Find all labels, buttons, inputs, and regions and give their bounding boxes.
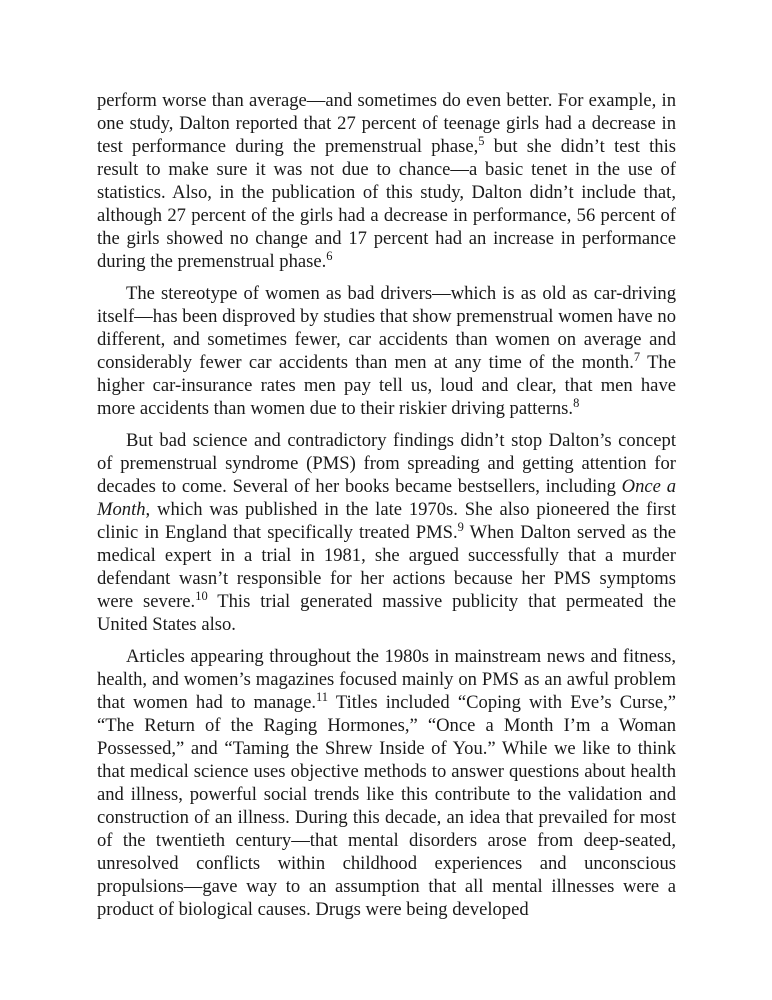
text-run: perform worse than average—and sometimes do even better. For example, in one study, Dalton reported that 27 percent of teenage girls had a decrease in test performance during the premenstrual phase, bbox=[97, 90, 676, 157]
footnote-marker: 8 bbox=[573, 396, 580, 410]
footnote-marker: 6 bbox=[326, 249, 333, 263]
footnote-marker: 10 bbox=[195, 589, 208, 603]
text-run: , which was published in the late 1970s. She also pioneered the first clinic in England that specifically treated PMS. bbox=[97, 499, 676, 543]
italic-book-title: Once a Month bbox=[97, 476, 676, 520]
text-run: Articles appearing throughout the 1980s in mainstream news and fitness, health, and women’s magazines focused mainly on PMS as an awful problem that women had to manage. bbox=[97, 646, 676, 713]
paragraph bbox=[97, 645, 676, 921]
text-run: but she didn’t test this result to make sure it was not due to chance—a basic tenet in the use of statistics. Also, in the publication of this study, Dalton didn’t include that, although 27 percent of the girls had a decrease in performance, 56 percent of the girls showed no change and 17 percent had an increase in performance during the premenstrual phase. bbox=[97, 136, 676, 272]
text-run: This trial generated massive publicity that permeated the United States also. bbox=[97, 591, 677, 635]
text-run: Titles included “Coping with Eve’s Curse,” “The Return of the Raging Hormones,” “Once a Month I’m a Woman Possessed,” and “Taming the Shrew Inside of You.” While we like to think that medical science uses objective methods to answer questions about health and illness, powerful social trends like this contribute to the validation and construction of an illness. During this decade, an idea that prevailed for most of the twentieth century—that mental disorders arose from deep-seated, unresolved conflicts within childhood experiences and unconscious propulsions—gave way to an assumption that all mental illnesses were a product of biological causes. Drugs were being developed bbox=[97, 692, 676, 920]
footnote-marker: 11 bbox=[316, 690, 329, 704]
text-run: When Dalton served as the medical expert in a trial in 1981, she argued successfully that a murder defendant wasn’t responsible for her actions because her PMS symptoms were severe. bbox=[97, 522, 677, 612]
text-run: The higher car-insurance rates men pay tell us, loud and clear, that men have more accidents than women due to their riskier driving patterns. bbox=[97, 352, 676, 419]
text-run: But bad science and contradictory findings didn’t stop Dalton’s concept of premenstrual syndrome (PMS) from spreading and getting attention for decades to come. Several of her books became bestsellers, including bbox=[97, 430, 676, 497]
paragraph bbox=[97, 89, 676, 273]
footnote-marker: 5 bbox=[478, 134, 485, 148]
body-text bbox=[97, 89, 676, 930]
paragraph bbox=[97, 282, 676, 420]
footnote-marker: 7 bbox=[633, 350, 641, 364]
text-run: The stereotype of women as bad drivers—which is as old as car-driving itself—has been disproved by studies that show premenstrual women have no different, and sometimes fewer, car accidents than women on average and considerably fewer car accidents than men at any time of the month. bbox=[97, 283, 676, 373]
paragraph bbox=[97, 429, 676, 636]
footnote-marker: 9 bbox=[457, 520, 464, 534]
